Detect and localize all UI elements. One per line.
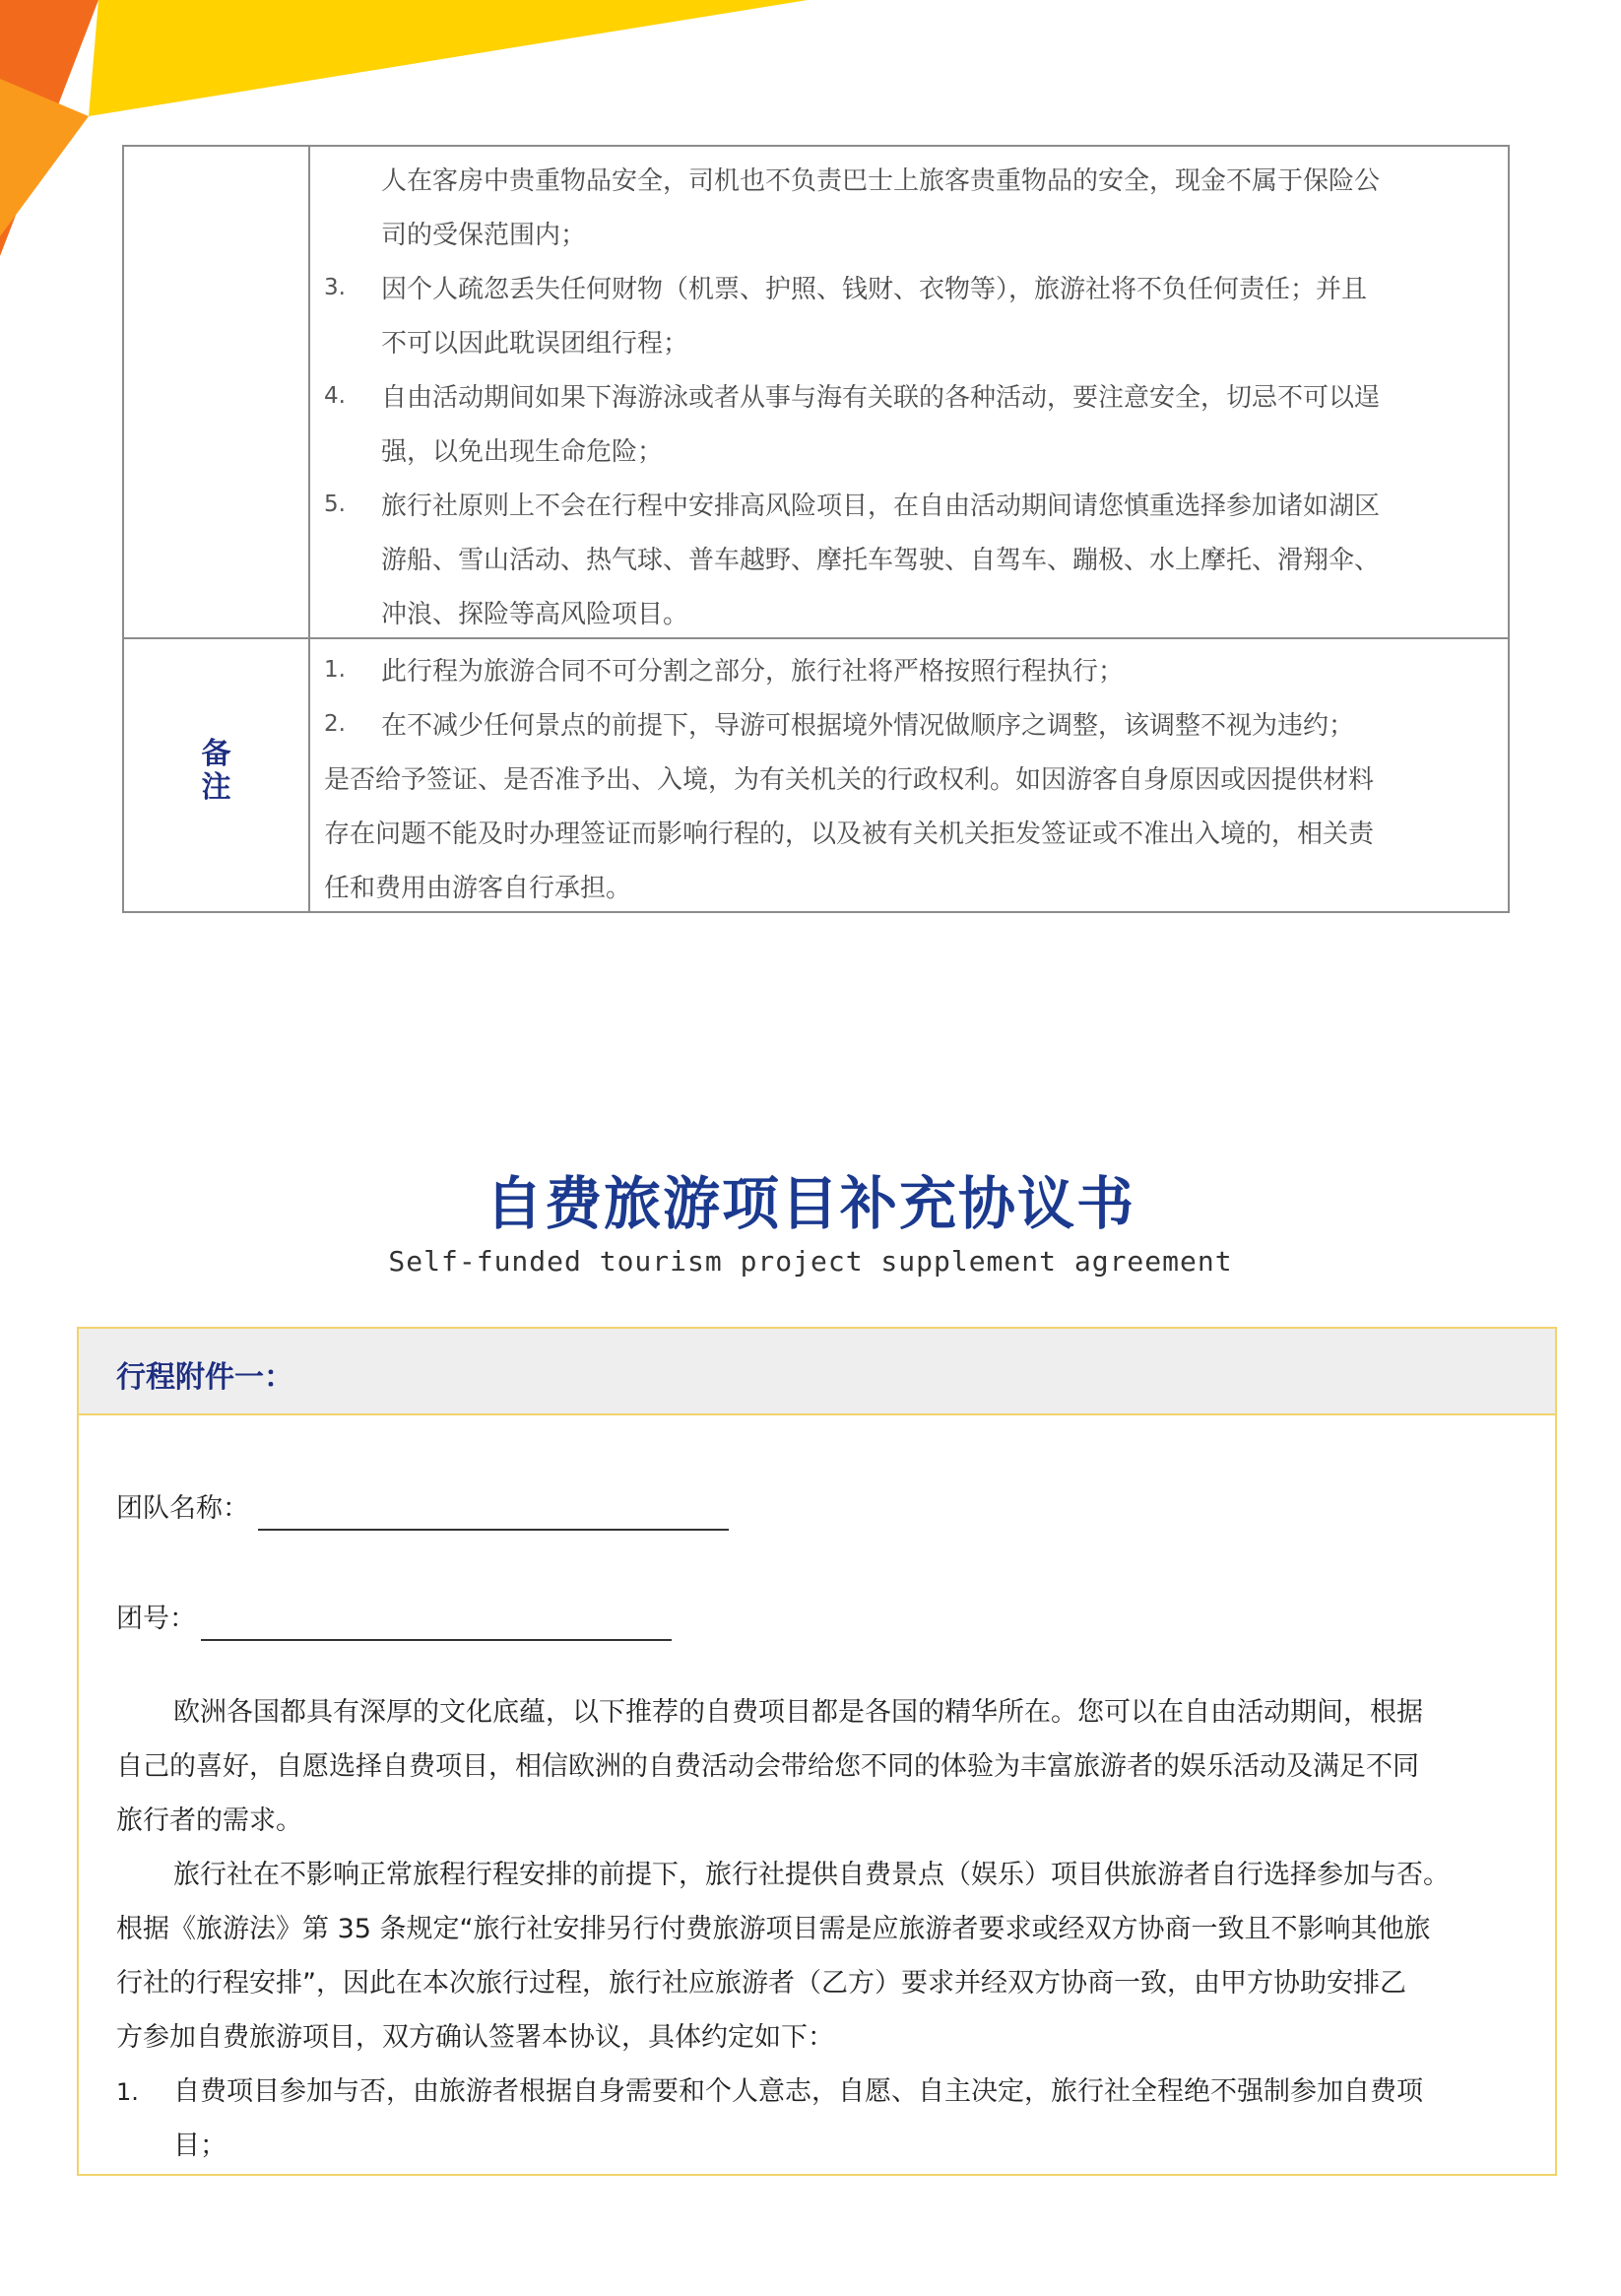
- body-line: 欧洲各国都具有深厚的文化底蕴，以下推荐的自费项目都是各国的精华所在。您可以在自由活动期间，根据: [173, 1697, 1423, 1728]
- team-name-row: [116, 1486, 249, 1525]
- list-number: 4.: [324, 383, 346, 409]
- remark-label-char: 备: [201, 737, 231, 771]
- note-line: 自由活动期间如果下海游泳或者从事与海有关联的各种活动，要注意安全，切忌不可以逞: [381, 383, 1381, 413]
- body-line: 目；: [173, 2131, 227, 2161]
- remark-line: 此行程为旅游合同不可分割之部分，旅行社将严格按照行程执行；: [381, 657, 1125, 687]
- yellow-stripe-shape: [89, 0, 808, 116]
- remark-label-char: 注: [201, 770, 231, 805]
- remark-line: 是否给予签证、是否准予出、入境，为有关机关的行政权利。如因游客自身原因或因提供材料: [324, 765, 1375, 795]
- table-divider-vertical: [308, 147, 310, 911]
- note-line: 游船、雪山活动、热气球、普车越野、摩托车驾驶、自驾车、蹦极、水上摩托、滑翔伞、: [381, 546, 1381, 575]
- list-number: 2.: [324, 711, 346, 737]
- remark-label: [124, 738, 308, 805]
- team-no-input-line[interactable]: [201, 1639, 672, 1641]
- body-line: 旅行者的需求。: [116, 1805, 302, 1836]
- note-line: 司的受保范围内；: [381, 221, 587, 250]
- body-line: 自费项目参加与否，由旅游者根据自身需要和个人意志，自愿、自主决定，旅行社全程绝不强制参加自费项: [173, 2076, 1423, 2107]
- body-line: 行社的行程安排”，因此在本次旅行过程，旅行社应旅游者（乙方）要求并经双方协商一致，由甲方协助安排乙: [116, 1968, 1406, 1999]
- note-line: 旅行社原则上不会在行程中安排高风险项目，在自由活动期间请您慎重选择参加诸如湖区: [381, 492, 1381, 521]
- note-line: 强，以免出现生命危险；: [381, 437, 664, 467]
- list-number: 3.: [324, 275, 346, 300]
- agreement-header: [79, 1329, 1555, 1415]
- agreement-box: [77, 1327, 1557, 2176]
- note-line: 不可以因此耽误团组行程；: [381, 329, 689, 359]
- team-name-label: 团队名称：: [116, 1493, 249, 1524]
- body-line: 根据《旅游法》第 35 条规定“旅行社安排另行付费旅游项目需是应旅游者要求或经双方协商一致且不影响其他旅: [116, 1914, 1431, 1944]
- team-no-row: [116, 1597, 196, 1635]
- list-number: 1.: [324, 657, 346, 683]
- team-name-input-line[interactable]: [258, 1529, 729, 1531]
- notes-table: [122, 145, 1510, 913]
- team-no-label: 团号：: [116, 1604, 196, 1634]
- remark-line: 任和费用由游客自行承担。: [324, 874, 632, 903]
- body-line: 自己的喜好，自愿选择自费项目，相信欧洲的自费活动会带给您不同的体验为丰富旅游者的娱乐活动及满足不同: [116, 1751, 1419, 1782]
- note-line: 冲浪、探险等高风险项目。: [381, 600, 689, 629]
- table-divider-horizontal: [124, 637, 1508, 639]
- body-line: 方参加自费旅游项目，双方确认签署本协议，具体约定如下：: [116, 2022, 834, 2053]
- list-number: 1.: [116, 2078, 139, 2106]
- agreement-header-title: 行程附件一：: [116, 1360, 293, 1395]
- remark-line: 存在问题不能及时办理签证而影响行程的，以及被有关机关拒发签证或不准出入境的，相关责: [324, 820, 1375, 849]
- note-line: 人在客房中贵重物品安全，司机也不负责巴士上旅客贵重物品的安全，现金不属于保险公: [381, 166, 1381, 196]
- list-number: 5.: [324, 492, 346, 517]
- page-subtitle: Self-funded tourism project supplement agreement: [388, 1245, 1233, 1278]
- remark-line: 在不减少任何景点的前提下，导游可根据境外情况做顺序之调整，该调整不视为违约；: [381, 711, 1355, 741]
- amber-wedge-shape: [0, 79, 89, 236]
- body-line: 旅行社在不影响正常旅程行程安排的前提下，旅行社提供自费景点（娱乐）项目供旅游者自行选择参加与否。: [173, 1860, 1450, 1890]
- page-title: 自费旅游项目补充协议书: [485, 1170, 1135, 1237]
- note-line: 因个人疏忽丢失任何财物（机票、护照、钱财、衣物等），旅游社将不负任何责任；并且: [381, 275, 1368, 304]
